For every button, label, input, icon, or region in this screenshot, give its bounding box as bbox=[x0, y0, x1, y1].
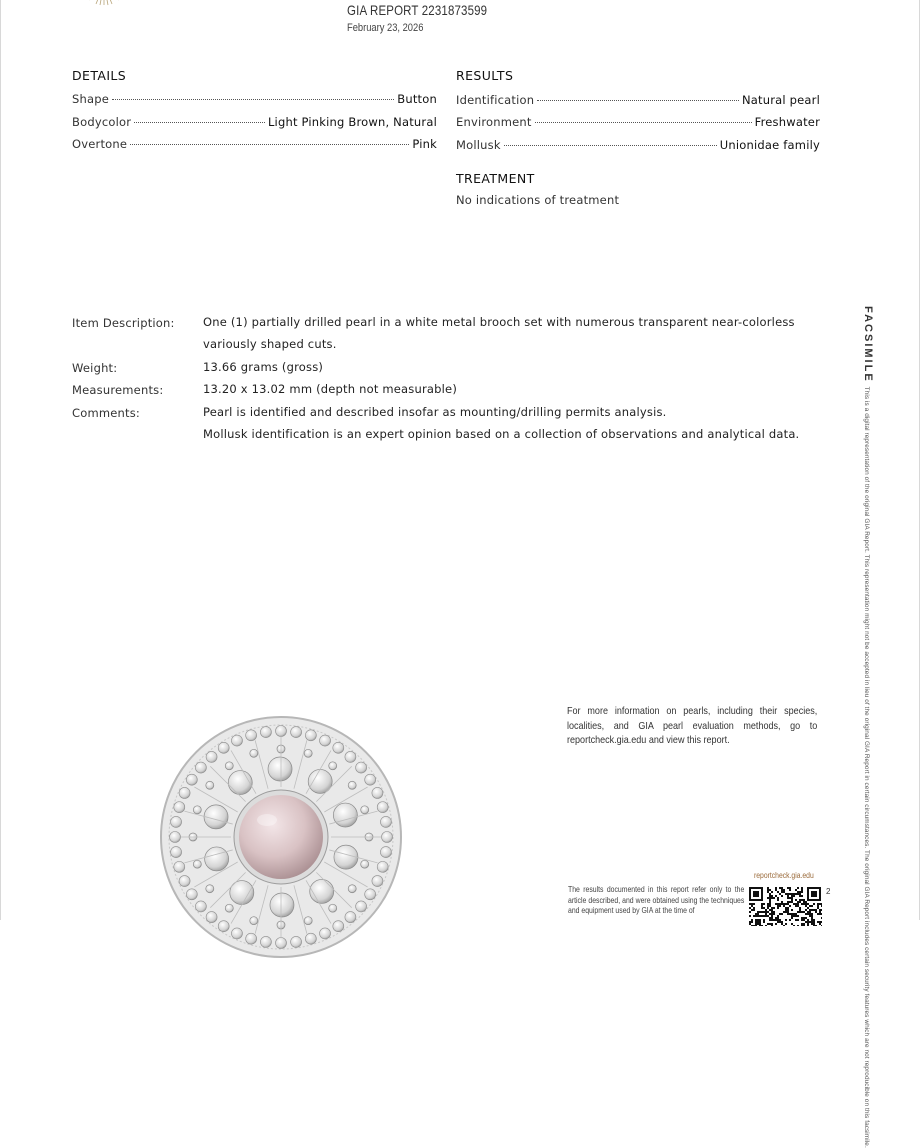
results-row-mollusk bbox=[456, 138, 820, 152]
facsimile-title: FACSIMILE bbox=[862, 306, 874, 383]
results-title: RESULTS bbox=[456, 68, 514, 83]
leader-dots bbox=[134, 122, 265, 123]
qr-code-icon[interactable] bbox=[748, 886, 822, 926]
row-label: Identification bbox=[456, 93, 535, 107]
treatment-title: TREATMENT bbox=[456, 171, 535, 186]
measurements-value: 13.20 x 13.02 mm (depth not measurable) bbox=[203, 382, 458, 396]
page-number: 2 bbox=[826, 887, 831, 896]
row-value: Unionidae family bbox=[719, 138, 820, 152]
row-value: Light Pinking Brown, Natural bbox=[267, 115, 437, 129]
measurements-label: Measurements: bbox=[72, 383, 164, 397]
report-number: GIA REPORT 2231873599 bbox=[347, 2, 488, 18]
leader-dots bbox=[537, 100, 739, 101]
more-info-text: For more information on pearls, including their species, localities, and GIA pearl evaluation methods, go to reportcheck.gia.edu and view this report. bbox=[567, 705, 818, 746]
leader-dots bbox=[535, 122, 752, 123]
report-date: February 23, 2026 bbox=[347, 22, 424, 34]
row-label: Environment bbox=[456, 115, 532, 129]
details-title: DETAILS bbox=[72, 68, 127, 83]
comments-label: Comments: bbox=[72, 406, 141, 420]
item-description-label: Item Description: bbox=[72, 316, 175, 330]
results-row-environment bbox=[456, 115, 820, 129]
leader-dots bbox=[130, 144, 409, 145]
row-value: Button bbox=[397, 92, 437, 106]
details-row-shape bbox=[72, 92, 437, 106]
weight-label: Weight: bbox=[72, 361, 118, 375]
details-row-overtone bbox=[72, 137, 437, 151]
row-value: Pink bbox=[412, 137, 437, 151]
facsimile-text: This is a digital representation of the original GIA Report. This representation might not be accepted in lieu of the original GIA Report in certain circumstances. The original GIA Report includes certain security features which are not reproducible on this facsimile. bbox=[863, 386, 870, 1148]
row-value: Freshwater bbox=[754, 115, 820, 129]
item-description-value: One (1) partially drilled pearl in a white metal brooch set with numerous transparent near-colorless variously shaped cuts. bbox=[203, 315, 795, 351]
gia-logo-sunburst-icon bbox=[84, 0, 124, 6]
row-value: Natural pearl bbox=[741, 93, 820, 107]
treatment-text: No indications of treatment bbox=[456, 193, 620, 207]
weight-value: 13.66 grams (gross) bbox=[203, 360, 324, 374]
row-label: Overtone bbox=[72, 137, 128, 151]
leader-dots bbox=[112, 99, 394, 100]
reportcheck-link[interactable]: reportcheck.gia.edu bbox=[754, 871, 814, 880]
disclaimer-text: The results documented in this report refer only to the article described, and were obtained using the techniques and equipment used by GIA at the time of bbox=[568, 885, 745, 915]
facsimile-notice bbox=[846, 306, 880, 1148]
details-row-bodycolor bbox=[72, 115, 437, 129]
comments-line-2: Mollusk identification is an expert opinion based on a collection of observations and analytical data. bbox=[203, 427, 800, 441]
results-row-identification bbox=[456, 93, 820, 107]
row-label: Shape bbox=[72, 92, 110, 106]
row-label: Mollusk bbox=[456, 138, 501, 152]
pearl-brooch-image bbox=[158, 714, 404, 960]
comments-line-1: Pearl is identified and described insofar as mounting/drilling permits analysis. bbox=[203, 405, 667, 419]
row-label: Bodycolor bbox=[72, 115, 132, 129]
leader-dots bbox=[504, 145, 717, 146]
